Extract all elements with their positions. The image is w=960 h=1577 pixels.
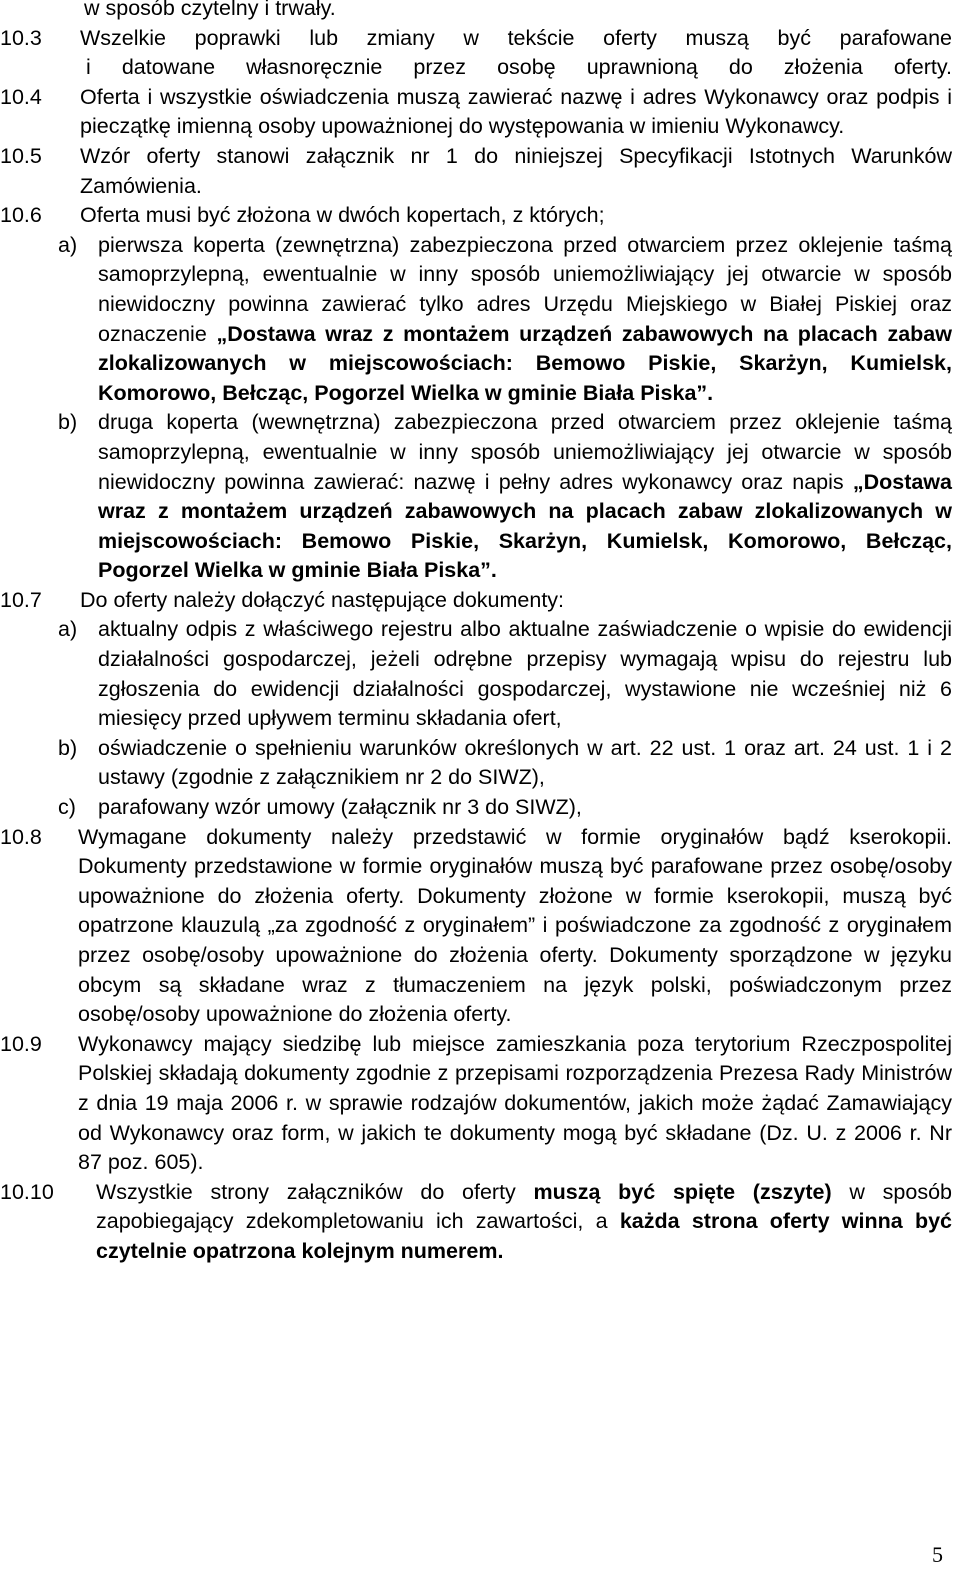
- envelope-marking: „Dostawa wraz z montażem urządzeń zabawowych na placach zabaw zlokalizowanych w miejscowościach: Bemowo Piskie, Skarżyn, Kumielsk, Komorowo, Bełcząc, Pogorzel Wielka w gminie Biała Piska”.: [98, 469, 952, 583]
- section-text: Wszystkie strony załączników do oferty muszą być spięte (zszyte) w sposób zapobiegający zdekompletowaniu ich zawartości, a każda strona oferty winna być czytelnie opatrzona kolejnym numerem.: [96, 1179, 953, 1263]
- section-text-line: i datowane własnoręcznie przez osobę uprawnioną do złożenia oferty.: [86, 55, 952, 80]
- list-item-a: [0, 231, 960, 409]
- list-item-label: b): [58, 735, 78, 760]
- section-10-3: [0, 24, 960, 83]
- section-10-6: [0, 201, 960, 586]
- section-text: Oferta musi być złożona w dwóch kopertach, z których;: [80, 203, 605, 228]
- section-number: 10.8: [0, 824, 42, 849]
- page-number: 5: [932, 1542, 943, 1567]
- section-number: 10.5: [0, 143, 42, 168]
- section-number: 10.9: [0, 1031, 42, 1056]
- section-text: Wymagane dokumenty należy przedstawić w formie oryginałów bądź kserokopii. Dokumenty przedstawione w formie oryginałów muszą być parafowane przez osobę/osoby upoważnione do złożenia oferty. Dokumenty złożone w formie kserokopii, muszą być opatrzone klauzulą „za zgodność z oryginałem” i poświadczone za zgodność z oryginałem przez osobę/osoby upoważnione do złożenia oferty. Dokumenty sporządzone w języku obcym są składane wraz z tłumaczeniem na język polski, poświadczonym przez osobę/osoby upoważnione do złożenia oferty.: [78, 824, 952, 1027]
- section-number: 10.7: [0, 587, 42, 612]
- list-item-text: oświadczenie o spełnieniu warunków określonych w art. 22 ust. 1 oraz art. 24 ust. 1 i 2 ustawy (zgodnie z załącznikiem nr 2 do SIWZ),: [98, 735, 952, 790]
- section-text: Oferta i wszystkie oświadczenia muszą zawierać nazwę i adres Wykonawcy oraz podpis i pieczątkę imienną osoby upoważnionej do występowania w imieniu Wykonawcy.: [80, 84, 952, 139]
- bold-requirement: każda strona oferty winna być czytelnie opatrzona kolejnym numerem.: [96, 1209, 953, 1263]
- section-text: Wzór oferty stanowi załącznik nr 1 do niniejszej Specyfikacji Istotnych Warunków Zamówienia.: [80, 143, 952, 198]
- section-text: Do oferty należy dołączyć następujące dokumenty:: [80, 587, 565, 612]
- list-item-label: a): [58, 617, 78, 642]
- list-item-label: c): [58, 795, 76, 820]
- section-10-8: [0, 823, 960, 1030]
- list-item-text: druga koperta (wewnętrzna) zabezpieczona przed otwarciem przez oklejenie taśmą samoprzylepną, ewentualnie w inny sposób uniemożliwiający jej otwarcie w sposób niewidoczny powinna zawierać: nazwę i pełny adres wykonawcy oraz napis „Dostawa wraz z montażem urządzeń zabawowych na placach zabaw zlokalizowanych w miejscowościach: Bemowo Piskie, Skarżyn, Kumielsk, Komorowo, Bełcząc, Pogorzel Wielka w gminie Biała Piska”.: [98, 410, 952, 583]
- envelope-marking: „Dostawa wraz z montażem urządzeń zabawowych na placach zabaw zlokalizowanych w miejscowościach: Bemowo Piskie, Skarżyn, Kumielsk, Komorowo, Bełcząc, Pogorzel Wielka w gminie Biała Piska”.: [98, 321, 952, 405]
- list-item-text: aktualny odpis z właściwego rejestru albo aktualne zaświadczenie o wpisie do ewidencji działalności gospodarczej, jeżeli odrębne przepisy wymagają wpisu do rejestru lub zgłoszenia do ewidencji działalności gospodarczej, wystawione nie wcześniej niż 6 miesięcy przed upływem terminu składania ofert,: [98, 617, 952, 731]
- intro-line: [0, 0, 960, 24]
- section-number: 10.10: [0, 1179, 54, 1204]
- list-item-b: [0, 408, 960, 586]
- list-item-label: b): [58, 410, 78, 435]
- section-10-4: [0, 83, 960, 142]
- section-10-10: [0, 1178, 960, 1267]
- intro-text: w sposób czytelny i trwały.: [84, 0, 336, 20]
- section-text: Wykonawcy mający siedzibę lub miejsce zamieszkania poza terytorium Rzeczpospolitej Polskiej składają dokumenty zgodnie z przepisami rozporządzenia Prezesa Rady Ministrów z dnia 19 maja 2006 r. w sprawie rodzajów dokumentów, jakich może żądać Zamawiający od Wykonawcy oraz form, w jakich te dokumenty mogą być składane (Dz. U. z 2006 r. Nr 87 poz. 605).: [78, 1031, 952, 1175]
- list-item-text: parafowany wzór umowy (załącznik nr 3 do SIWZ),: [98, 795, 582, 820]
- section-number: 10.3: [0, 25, 42, 50]
- bold-requirement: muszą być spięte (zszyte): [533, 1179, 832, 1204]
- list-item-label: a): [58, 232, 78, 257]
- section-10-7: [0, 586, 960, 823]
- section-number: 10.6: [0, 203, 42, 228]
- section-10-9: [0, 1030, 960, 1178]
- section-number: 10.4: [0, 84, 42, 109]
- section-10-5: [0, 142, 960, 201]
- list-item-text: pierwsza koperta (zewnętrzna) zabezpieczona przed otwarciem przez oklejenie taśmą samoprzylepną, ewentualnie w inny sposób uniemożliwiający jej otwarcie w sposób niewidoczny powinna zawierać tylko adres Urzędu Miejskiego w Białej Piskiej oraz oznaczenie „Dostawa wraz z montażem urządzeń zabawowych na placach zabaw zlokalizowanych w miejscowościach: Bemowo Piskie, Skarżyn, Kumielsk, Komorowo, Bełcząc, Pogorzel Wielka w gminie Biała Piska”.: [98, 232, 952, 405]
- list-item-a: [0, 615, 960, 733]
- list-item-b: [0, 734, 960, 793]
- section-text-line: Wszelkie poprawki lub zmiany w tekście oferty muszą być parafowane: [80, 25, 952, 50]
- list-item-c: [0, 793, 960, 823]
